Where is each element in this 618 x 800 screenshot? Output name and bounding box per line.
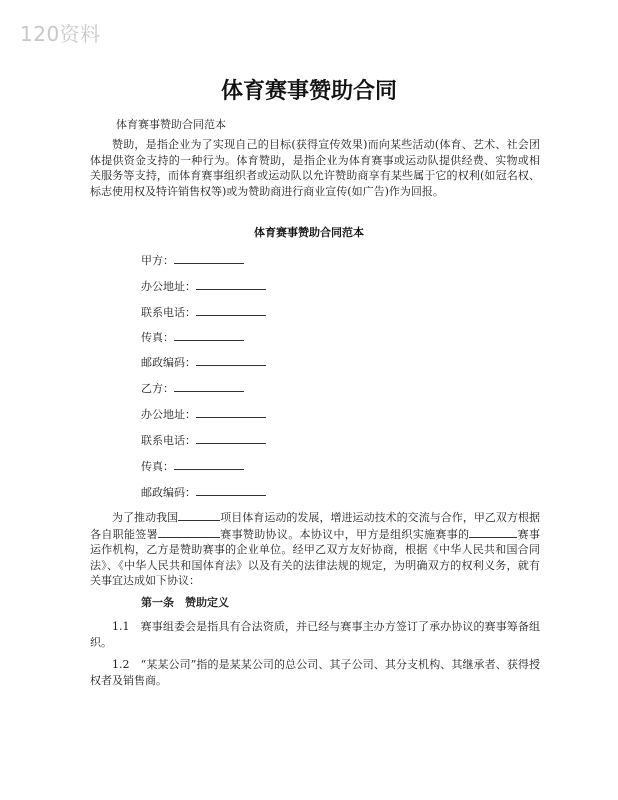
field-label: 办公地址： <box>141 408 196 421</box>
field-label: 邮政编码： <box>141 356 196 369</box>
field-party-b <box>141 379 244 397</box>
sport-item-blank[interactable] <box>178 509 220 521</box>
field-blank[interactable] <box>196 431 266 444</box>
field-blank[interactable] <box>196 353 266 366</box>
clause-1-2: 1.2 “某某公司”指的是某某公司的总公司、其子公司、其分支机构、其继承者、获得授权者及销售商。 <box>90 658 540 687</box>
watermark: 120资料 <box>20 22 101 46</box>
doc-label: 体育赛事赞助合同范本 <box>116 118 226 131</box>
operator-blank[interactable] <box>469 526 517 538</box>
field-label: 办公地址： <box>141 280 196 293</box>
purpose-text-2: 项目体育运动的发展，增进运动技术的交流与合作，甲乙双方根据各自职能签署 <box>90 511 540 541</box>
field-label: 传真： <box>141 460 174 473</box>
purpose-text-4: 赛事运作机构，乙方是赞助赛事的企业单位。经甲乙双方友好协商，根据《中华人民共和国合同法》、《中华人民共和国体育法》以及有关的法律法规的规定，为明确双方的权利义务，就有关事宜达成如下协议： <box>90 527 541 587</box>
field-blank[interactable] <box>174 457 244 470</box>
field-label: 乙方： <box>141 382 174 395</box>
field-fax-a <box>141 328 244 346</box>
field-blank[interactable] <box>196 277 266 290</box>
purpose-paragraph <box>90 509 540 589</box>
field-office-address-a <box>141 277 266 295</box>
clause-1-1: 1.1 赛事组委会是指具有合法资质，并已经与赛事主办方签订了承办协议的赛事筹备组织。 <box>90 620 540 649</box>
field-blank[interactable] <box>174 379 244 392</box>
field-label: 联系电话： <box>141 306 196 319</box>
field-blank[interactable] <box>196 303 266 316</box>
field-postcode-a <box>141 353 266 371</box>
field-label: 甲方： <box>141 254 174 267</box>
field-phone-b <box>141 431 266 449</box>
field-fax-b <box>141 457 244 475</box>
field-label: 传真： <box>141 331 174 344</box>
field-party-a <box>141 251 244 269</box>
field-postcode-b <box>141 483 266 501</box>
field-blank[interactable] <box>196 405 266 418</box>
field-label: 邮政编码： <box>141 486 196 499</box>
field-blank[interactable] <box>196 483 266 496</box>
field-office-address-b <box>141 405 266 423</box>
field-label: 联系电话： <box>141 434 196 447</box>
purpose-text-3: 赛事赞助协议。本协议中，甲方是组织实施赛事的 <box>219 527 470 541</box>
section-subtitle: 体育赛事赞助合同范本 <box>254 226 364 239</box>
field-phone-a <box>141 303 266 321</box>
field-blank[interactable] <box>174 251 244 264</box>
event-name-blank[interactable] <box>158 526 220 538</box>
article-1-heading: 第一条 赞助定义 <box>141 596 229 609</box>
purpose-text-1: 为了推动我国 <box>112 511 179 524</box>
intro-paragraph: 赞助，是指企业为了实现自己的目标(获得宣传效果)而向某些活动(体育、艺术、社会团体提供资金支持的一种行为。体育赞助，是指企业为体育赛事或运动队提供经费、实物或相关服务等支持，而体育赛事组织者或运动队以允许赞助商享有某些属于它的权利(如冠名权、标志使用权及特许销售权等)或为赞助商进行商业宣传(如广告)作为回报。 <box>90 138 540 198</box>
document-title: 体育赛事赞助合同 <box>220 79 397 104</box>
field-blank[interactable] <box>174 328 244 341</box>
